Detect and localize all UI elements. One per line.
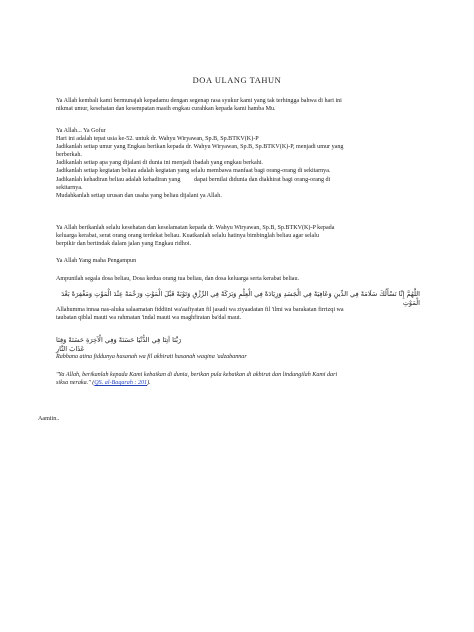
quote-end: ). — [147, 380, 151, 387]
text-line: berpikir dan bertindak dalam jalan yang Engkau ridhoi. — [56, 241, 192, 248]
text-line: keluarga kerabat, serat orang orang terdekat beliau. Kuatkanlah selalu hatinya bimbinglah beliau agar selalu — [56, 233, 319, 240]
quote-text: siksa neraka." ( — [56, 380, 95, 387]
arabic-prayer-1: اللَّهُمَّ إِنَّا نَسْأَلُكَ سَلَامَةً فِي الدِّينِ وَعَافِيَةً فِي الْجَسَدِ وَزِيَادَةً فِي الْعِلْمِ وَبَرَكَةً فِي الرِّزْقِ وَتَوْبَةً قَبْلَ الْمَوْتِ وَرَحْمَةً عِنْدَ الْمَوْتِ وَمَغْفِرَةً بَعْدَ الْمَوْتِ — [61, 290, 420, 307]
text-line: sekitarnya. — [56, 184, 83, 191]
opening-paragraph — [56, 97, 420, 113]
text-line: Jadikanlah setiap apa yang dijalani di dunia ini menjadi ibadah yang engkau berkahi. — [56, 160, 263, 167]
text-line: Allahumma innaa nas-aluka salaamatan fiddiini wa'aafiyatan fil jasadi wa ziyaadatan fil 'ilmi wa barakatan firrizqi wa — [56, 307, 344, 313]
closing-amin: Aamiin.. — [38, 416, 60, 422]
text-line: nikmat umur, kesehatan dan kesempatan masih engkau curahkan kepada kami hamba Mu. — [56, 106, 276, 113]
text-line: "Ya Allah, berikanlah kepada Kami kebaikan di dunia, berikan pula kebaikan di akhirat dan lindungilah Kami dari — [56, 372, 338, 378]
arabic-prayer-2: رَبَّنَا آتِنَا فِي الدُّنْيَا حَسَنَةً وَفِي الْآخِرَةِ حَسَنَةً وَقِنَا عَذَابَ النَّارِ — [56, 336, 182, 353]
page-title: DOA ULANG TAHUN — [192, 76, 282, 85]
forgiveness-paragraph: Ampunilah segala dosa beliau, Dosa kedua orang tua beliau, dan dosa keluarga serta kerabat beliau. — [56, 276, 300, 282]
rabbana-transliteration: Rabbana atina fiddunya hasanah wa fil akhirati hasanah waqina 'adzabannar — [56, 354, 247, 360]
health-prayer-paragraph — [56, 224, 420, 248]
text-line: taubatan qiblal mauti wa rahmatan 'indal mauti wa maghfiratan ba'dal maut. — [56, 315, 242, 322]
prayer-paragraph-gofur — [56, 127, 420, 200]
text-line: Hari ini adalah tepat usia ke-52. untuk dr. Wahyu Wiryawan, Sp.B, Sp.BTKV(K)-P — [56, 136, 259, 143]
text-line: berberkah. — [56, 152, 82, 159]
transliteration-paragraph — [56, 306, 420, 322]
text-line: Mudahkanlah setiap urusan dan usaha yang beliau dijalani ya Allah. — [56, 192, 222, 199]
text-line: Ya Allah... Ya Gofur — [56, 128, 106, 134]
pengampun-heading: Ya Allah Yang maha Pengampun — [56, 258, 137, 264]
text-line: Ya Allah berikanlah selalu kesehatan dan keselamatan kepada dr. Wahyu Wiryawan, Sp.B, Sp.BTKV(K)-P kepada — [56, 225, 335, 231]
quran-reference-link[interactable]: QS. al-Baqarah : 201 — [94, 380, 148, 387]
text-line: Ya Allah kembali kami bermunajah kepadamu dengan segenap rasa syukur kami yang tak terhingga bahwa di hari ini — [56, 98, 342, 104]
text-line: Jadikanlah setiap umur yang Engkau berikan kepada dr. Wahyu Wiryawan, Sp.B, Sp.BTKV(K)-P, menjadi umur yang — [56, 144, 344, 151]
translation-quote — [56, 371, 420, 387]
text-line: Jadikanlah setiap kegiatan beliau adalah kegiatan yang selalu membawa manfaat bagi orang-orang di sekitarnya. — [56, 168, 331, 175]
text-line: Jadikanlah kehadiran beliau adalah kehadiran yang dapat bernilai didunia dan diakhirat bagi orang-orang di — [56, 176, 331, 183]
text-line — [56, 379, 420, 387]
